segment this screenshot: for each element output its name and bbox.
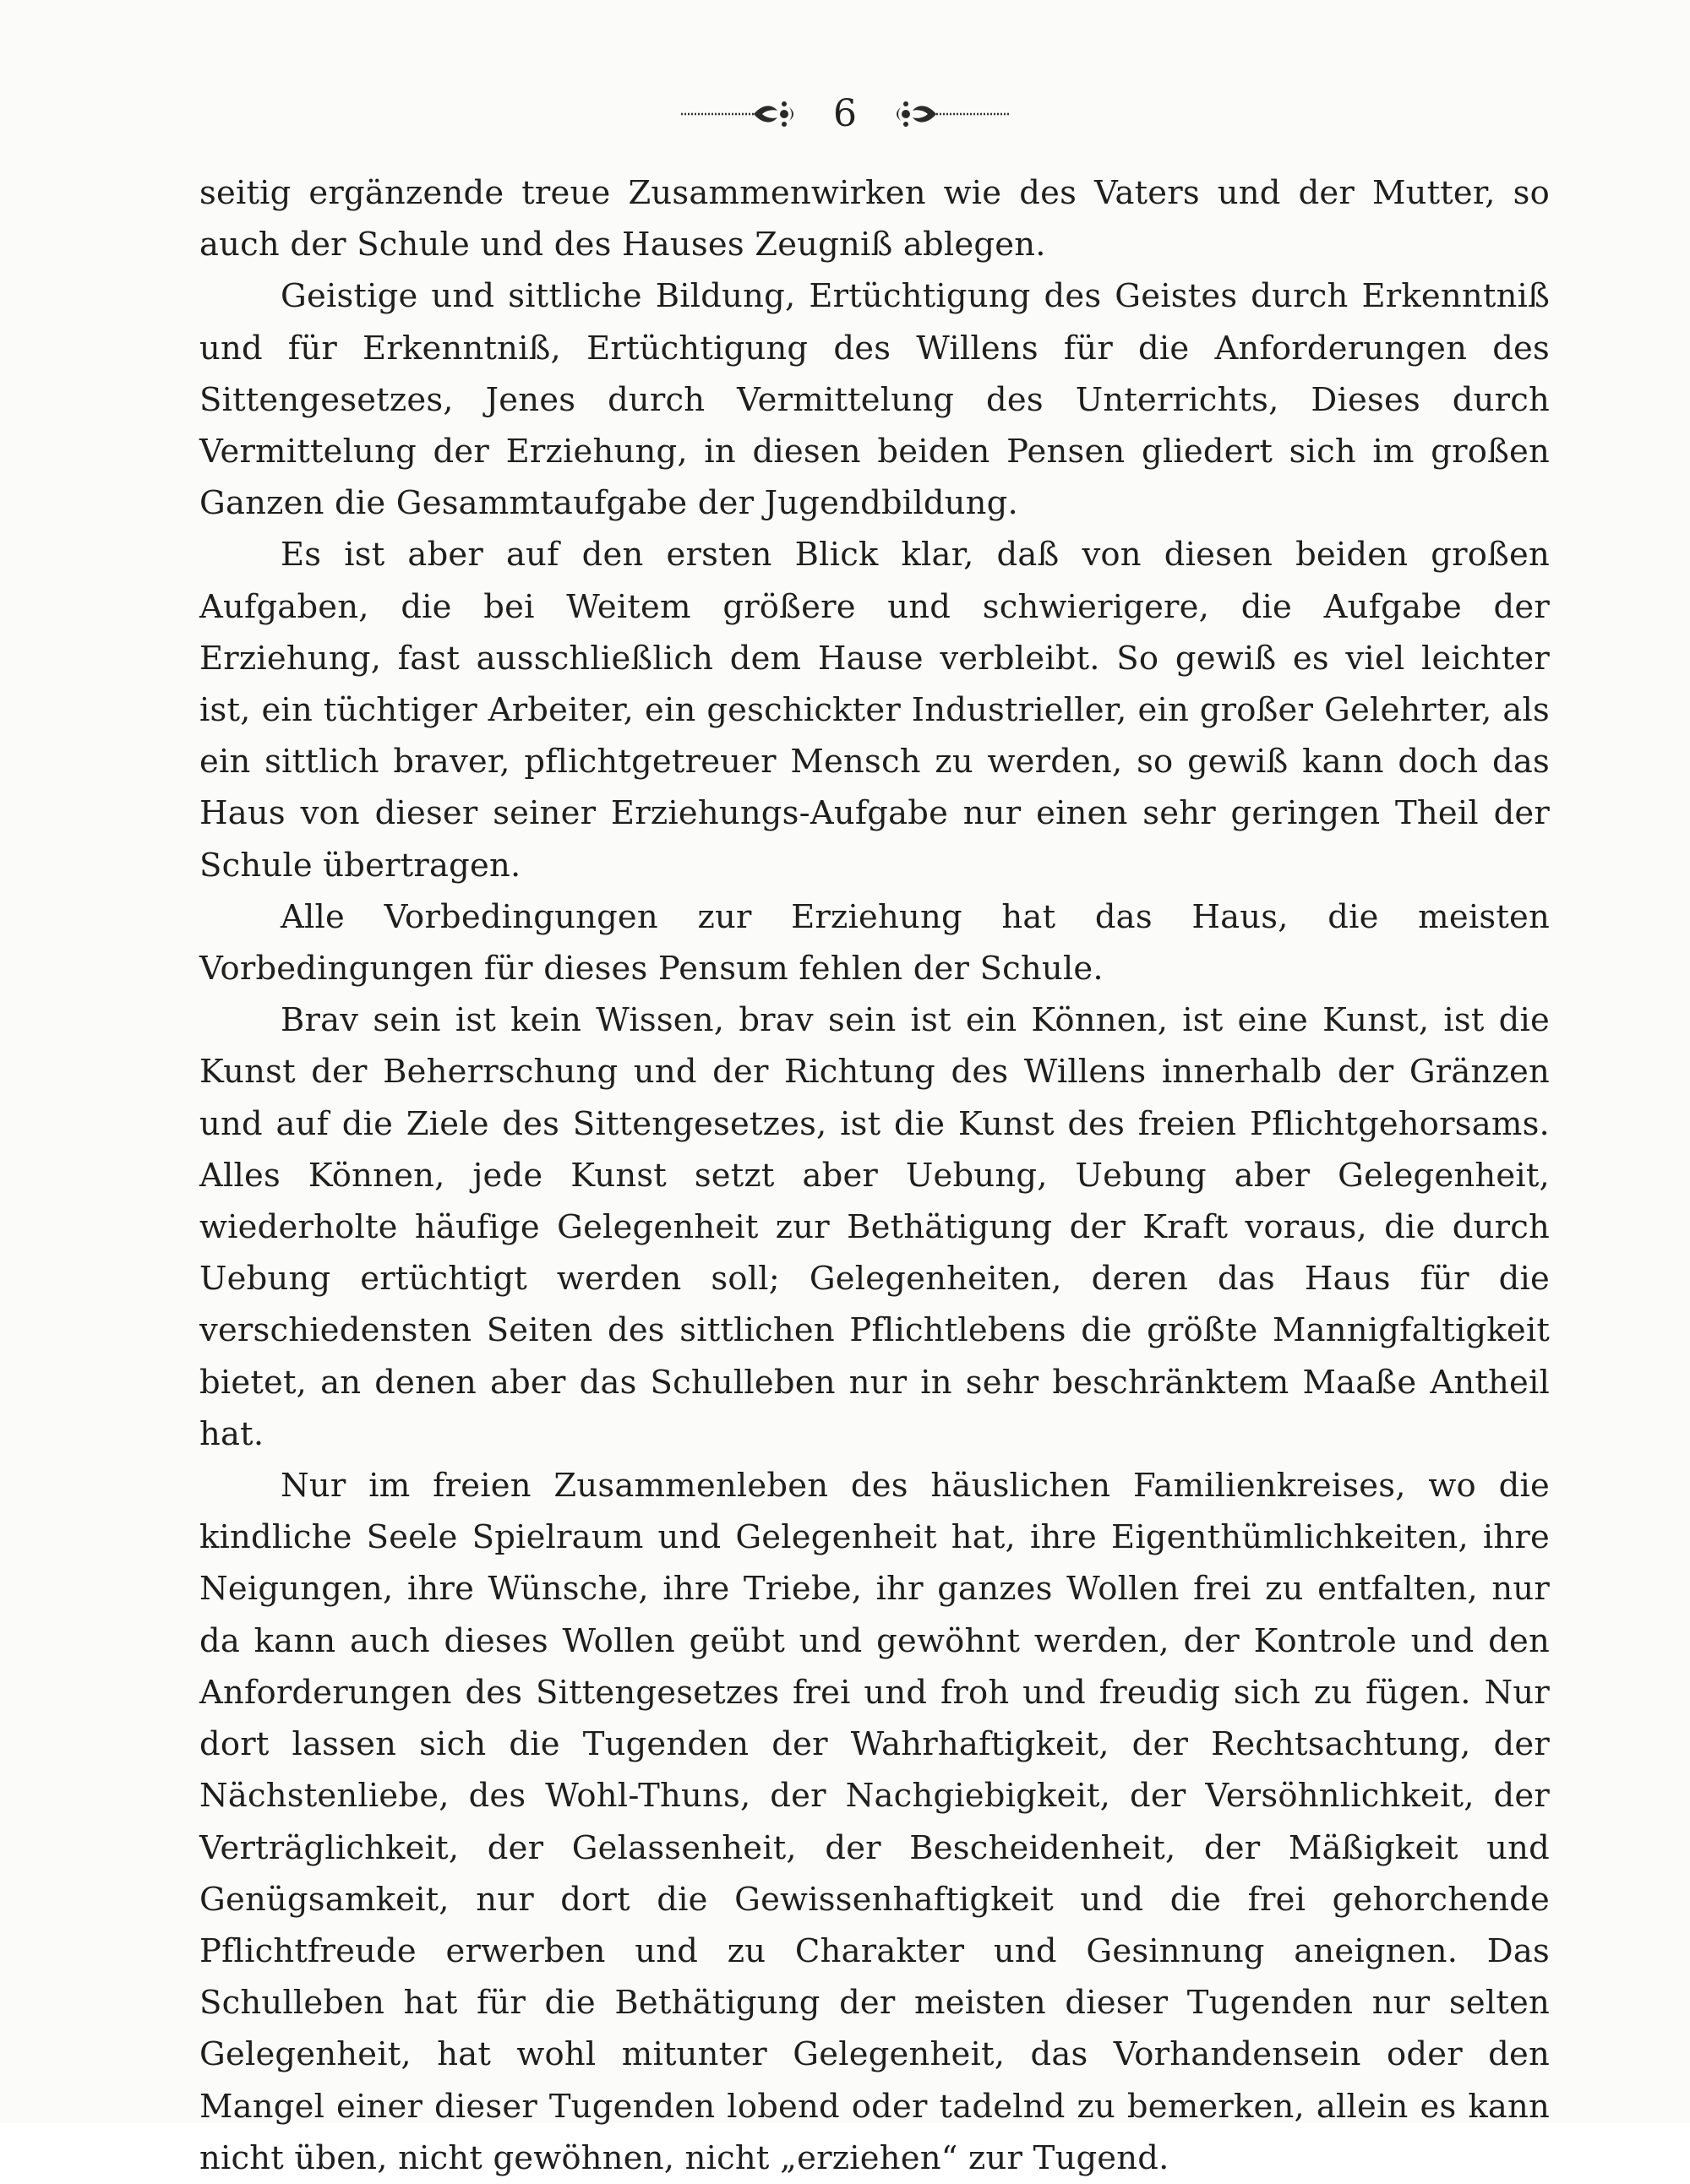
page-number: 6 <box>833 92 857 135</box>
paragraph-vorbedingungen: Alle Vorbedingungen zur Erziehung hat das Haus, die meisten Vorbedingungen für dieses Pensum fehlen der Schule. <box>199 897 1550 989</box>
paragraph-brav-sein: Brav sein ist kein Wissen, brav sein ist ein Können, ist eine Kunst, ist die Kunst der Beherrschung und der Richtung des Willens innerhalb der Gränzen und auf die Ziele des Sittengesetzes, ist die Kunst des freien Pflichtgehorsams. Alles Können, jede Kunst setzt aber Uebung, Uebung aber Gelegenheit, wiederholte häufige Gelegenheit zur Bethätigung der Kraft voraus, die durch Uebung ertüchtigt werden soll; Gelegenheiten, deren das Haus für die verschiedensten Seiten des sittlichen Pflichtlebens die größte Mannigfaltigkeit bietet, an denen aber das Schulleben nur in sehr beschränktem Maaße Antheil hat. <box>199 1001 1550 1453</box>
paragraph-continuation: seitig ergänzende treue Zusammenwirken wie des Vaters und der Mutter, so auch der Schule und des Hauses Zeugniß ablegen. <box>199 174 1550 264</box>
paragraph-bildung: Geistige und sittliche Bildung, Ertüchtigung des Geistes durch Erkenntniß und für Erkenntniß, Ertüchtigung des Willens für die Anforderungen des Sittengesetzes, Jenes durch Vermittelung des Unterrichts, Dieses durch Vermittelung der Erziehung, in diesen beiden Pensen gliedert sich im großen Ganzen die Gesammtaufgabe der Jugendbildung. <box>199 277 1550 523</box>
right-ornament-icon <box>886 97 1012 131</box>
paragraph-familienkreis: Nur im freien Zusammenleben des häuslichen Familienkreises, wo die kindliche Seele Spielraum und Gelegenheit hat, ihre Eigenthümlichkeiten, ihre Neigungen, ihre Wünsche, ihre Triebe, ihr ganzes Wollen frei zu entfalten, nur da kann auch dieses Wollen geübt und gewöhnt werden, der Kontrole und den Anforderungen des Sittengesetzes frei und froh und freudig sich zu fügen. Nur dort lassen sich die Tugenden der Wahrhaftigkeit, der Rechtsachtung, der Nächstenliebe, des Wohl-Thuns, der Nachgiebigkeit, der Versöhnlichkeit, der Verträglichkeit, der Gelassenheit, der Bescheidenheit, der Mäßigkeit und Genügsamkeit, nur dort die Gewissenhaftigkeit und die frei gehorchende Pflichtfreude erwerben und zu Charakter und Gesinnung aneignen. Das Schulleben hat für die Bethätigung der meisten dieser Tugenden nur selten Gelegenheit, hat wohl mitunter Gelegenheit, das Vorhandensein oder den Mangel einer dieser Tugenden lobend oder tadelnd zu bemerken, allein es kann nicht üben, nicht gewöhnen, nicht „erziehen“ zur Tugend. <box>199 1467 1550 2177</box>
page-header <box>0 89 1690 139</box>
paragraph-erziehung: Es ist aber auf den ersten Blick klar, daß von diesen beiden großen Aufgaben, die bei Weitem größere und schwierigere, die Aufgabe der Erziehung, fast ausschließlich dem Hause verbleibt. So gewiß es viel leichter ist, ein tüchtiger Arbeiter, ein geschickter Industrieller, ein großer Gelehrter, als ein sittlich braver, pflichtgetreuer Mensch zu werden, so gewiß kann doch das Haus von dieser seiner Erziehungs-Aufgabe nur einen sehr geringen Theil der Schule übertragen. <box>199 536 1550 885</box>
left-ornament-icon <box>678 97 804 131</box>
body-text <box>199 167 1550 2184</box>
